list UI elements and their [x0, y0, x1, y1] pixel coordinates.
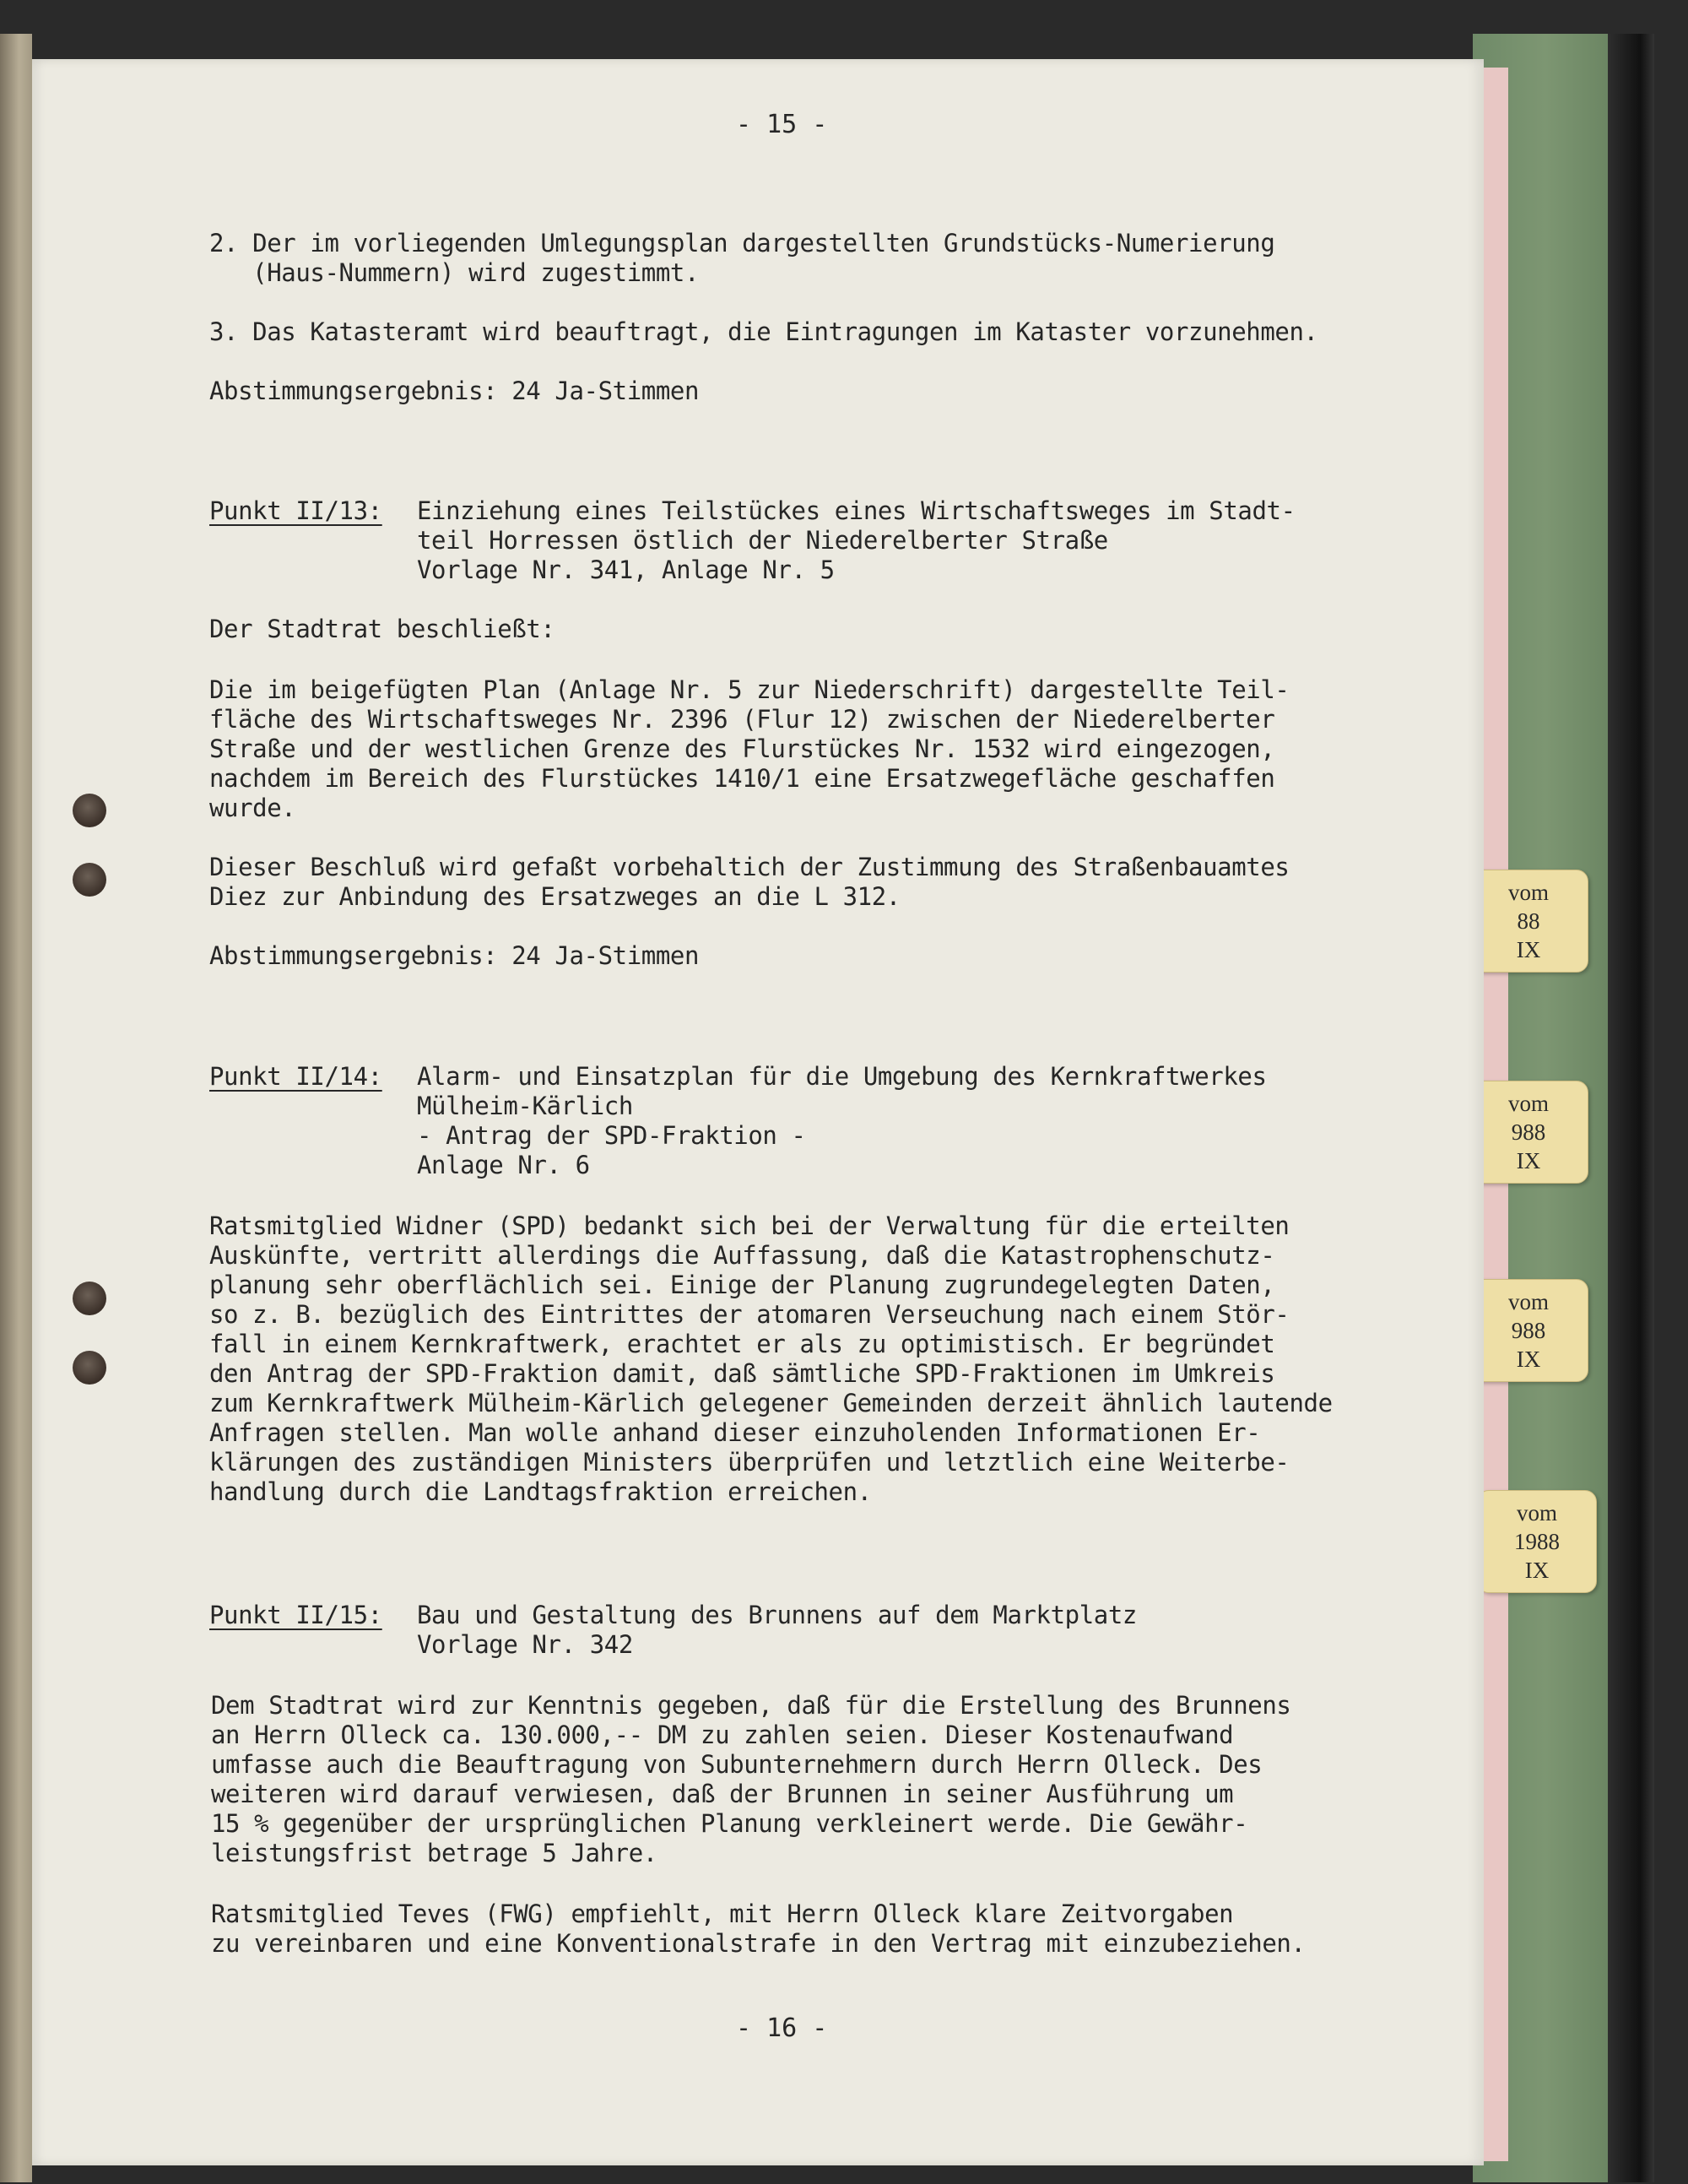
punch-hole [73, 1351, 106, 1385]
text-line: den Antrag der SPD-Fraktion damit, daß sämtliche SPD-Fraktionen im Umkreis [209, 1359, 1275, 1388]
text-line: zu vereinbaren und eine Konventionalstrafe in den Vertrag mit einzubeziehen. [211, 1929, 1306, 1958]
text-line: planung sehr oberflächlich sei. Einige der Planung zugrundegelegten Daten, [209, 1271, 1275, 1299]
tab-label: vom [1516, 1500, 1557, 1526]
index-tab-4[interactable] [1477, 1490, 1597, 1593]
tab-label: IX [1516, 937, 1541, 962]
item-title: Einziehung eines Teilstückes eines Wirtschaftsweges im Stadt- [417, 496, 1296, 525]
text-line: Diez zur Anbindung des Ersatzweges an die L 312. [209, 882, 901, 911]
tab-label: IX [1524, 1558, 1550, 1583]
text-line: leistungsfrist betrage 5 Jahre. [211, 1839, 657, 1867]
vote-result: Abstimmungsergebnis: 24 Ja-Stimmen [209, 377, 700, 405]
punch-hole [73, 863, 106, 897]
text-line: Auskünfte, vertritt allerdings die Auffassung, daß die Katastrophenschutz- [209, 1241, 1275, 1270]
item-label: Punkt II/15: [209, 1601, 382, 1629]
item-label: Punkt II/13: [209, 496, 382, 525]
text-line: umfasse auch die Beauftragung von Subunternehmern durch Herrn Olleck. Des [211, 1750, 1263, 1779]
text-line: fall in einem Kernkraftwerk, erachtet er als zu optimistisch. Er begründet [209, 1330, 1275, 1358]
tab-label: 988 [1511, 1119, 1546, 1145]
text-line: an Herrn Olleck ca. 130.000,-- DM zu zahlen seien. Dieser Kostenaufwand [211, 1721, 1234, 1749]
text-line: klärungen des zuständigen Ministers überprüfen und letztlich eine Weiterbe- [209, 1448, 1290, 1477]
page-number-bottom: - 16 - [736, 2013, 828, 2043]
page-number-top: - 15 - [736, 110, 828, 139]
text-line: so z. B. bezüglich des Eintrittes der atomaren Verseuchung nach einem Stör- [209, 1300, 1290, 1329]
text-line: 15 % gegenüber der ursprünglichen Planung verkleinert werde. Die Gewähr- [211, 1809, 1248, 1838]
index-tab-1[interactable] [1469, 870, 1588, 973]
text-line: zum Kernkraftwerk Mülheim-Kärlich gelegener Gemeinden derzeit ähnlich lautende [209, 1389, 1333, 1417]
left-page-edge [0, 34, 32, 2182]
tab-label: 988 [1511, 1318, 1546, 1343]
text-line: weiteren wird darauf verwiesen, daß der Brunnen in seiner Ausführung um [211, 1780, 1234, 1808]
item-title: Vorlage Nr. 342 [417, 1630, 633, 1659]
item-title: Bau und Gestaltung des Brunnens auf dem Marktplatz [417, 1601, 1137, 1629]
item-label: Punkt II/14: [209, 1062, 382, 1091]
item-title: teil Horressen östlich der Niederelberter Straße [417, 526, 1108, 555]
text-line: Ratsmitglied Widner (SPD) bedankt sich bei der Verwaltung für die erteilten [209, 1211, 1290, 1240]
punch-hole [73, 794, 106, 827]
tab-label: IX [1516, 1148, 1541, 1173]
text-line: Straße und der westlichen Grenze des Flurstückes Nr. 1532 wird eingezogen, [209, 734, 1275, 763]
punch-hole [73, 1282, 106, 1315]
text-line: Dem Stadtrat wird zur Kenntnis gegeben, daß für die Erstellung des Brunnens [211, 1691, 1291, 1720]
text-line: wurde. [209, 794, 296, 822]
item-title: Alarm- und Einsatzplan für die Umgebung des Kernkraftwerkes [417, 1062, 1267, 1091]
tab-label: 88 [1517, 908, 1540, 934]
item-title: - Antrag der SPD-Fraktion - [417, 1121, 806, 1150]
text-line: nachdem im Bereich des Flurstückes 1410/1 eine Ersatzwegefläche geschaffen [209, 764, 1275, 793]
text-line: Ratsmitglied Teves (FWG) empfiehlt, mit Herrn Olleck klare Zeitvorgaben [211, 1899, 1234, 1928]
text-line: fläche des Wirtschaftsweges Nr. 2396 (Flur 12) zwischen der Niederelberter [209, 705, 1275, 734]
vote-result: Abstimmungsergebnis: 24 Ja-Stimmen [209, 941, 700, 970]
item-title: Anlage Nr. 6 [417, 1151, 590, 1179]
text-line: Dieser Beschluß wird gefaßt vorbehaltich der Zustimmung des Straßenbauamtes [209, 853, 1290, 881]
text-line: 2. Der im vorliegenden Umlegungsplan dargestellten Grundstücks-Numerierung [209, 229, 1275, 257]
text-line: handlung durch die Landtagsfraktion erreichen. [209, 1477, 872, 1506]
tab-label: IX [1516, 1347, 1541, 1372]
text-line: Der Stadtrat beschließt: [209, 615, 555, 643]
tab-label: vom [1507, 880, 1549, 905]
tab-label: vom [1507, 1289, 1549, 1314]
text-line: (Haus-Nummern) wird zugestimmt. [209, 258, 700, 287]
tab-label: 1988 [1514, 1529, 1560, 1554]
text-line: 3. Das Katasteramt wird beauftragt, die Eintragungen im Kataster vorzunehmen. [209, 317, 1318, 346]
item-title: Mülheim-Kärlich [417, 1092, 633, 1120]
binder-spine [1608, 34, 1654, 2182]
text-line: Die im beigefügten Plan (Anlage Nr. 5 zur Niederschrift) dargestellte Teil- [209, 675, 1290, 704]
tab-label: vom [1507, 1091, 1549, 1116]
index-tab-2[interactable] [1469, 1081, 1588, 1184]
index-tab-3[interactable] [1469, 1279, 1588, 1382]
text-line: Anfragen stellen. Man wolle anhand dieser einzuholenden Informationen Er- [209, 1418, 1261, 1447]
item-title: Vorlage Nr. 341, Anlage Nr. 5 [417, 555, 835, 584]
